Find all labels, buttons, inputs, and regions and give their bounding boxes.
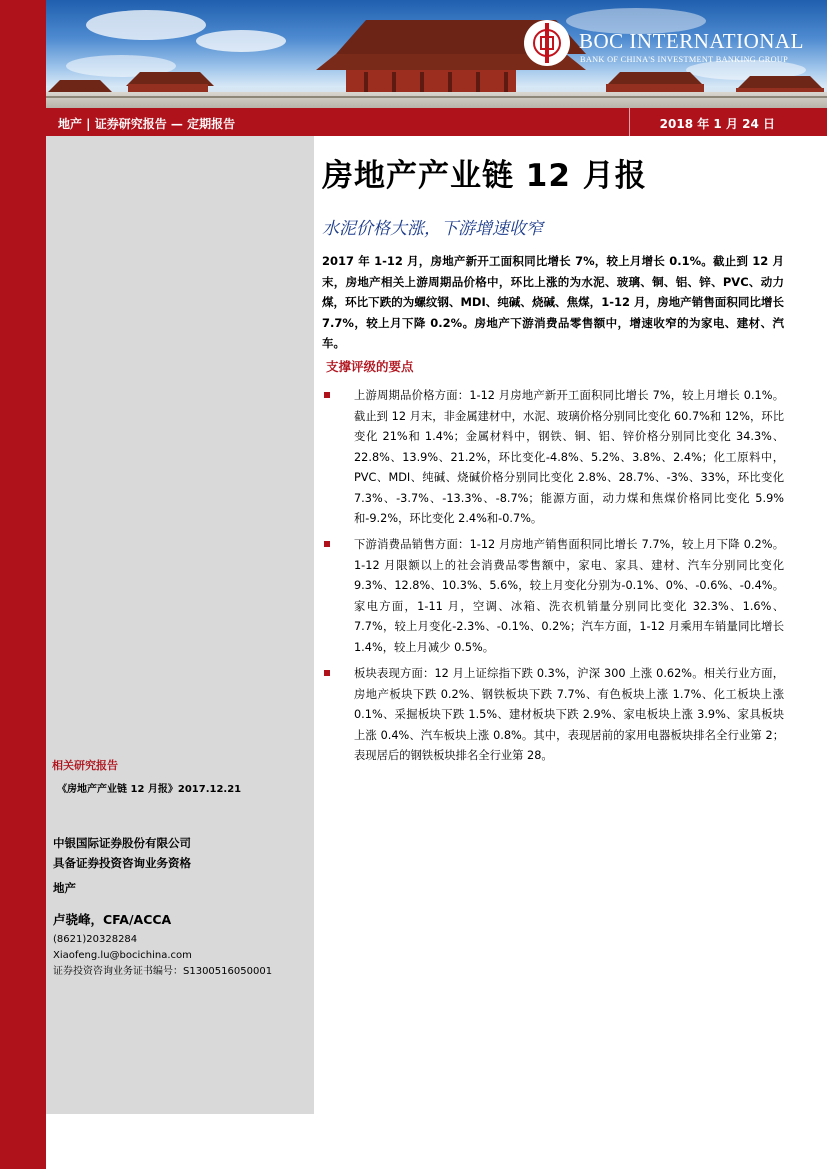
bullet-text: 下游消费品销售方面：1-12 月房地产销售面积同比增长 7.7%，较上月下降 0.2%。1-12 月限额以上的社会消费品零售额中，家电、家具、建材、汽车分别同比变化 9.3%、12.8%、10.3%、5.6%，较上月变化分别为-0.1%、0%、-0.6%、-0.4%。家电方面，1-11 月，空调、冰箱、洗衣机销量分别同比变化 32.3%、1.6%、7.7%，较上月变化-2.3%、-0.1%、0.2%；汽车方面，1-12 月乘用车销量同比增长 1.4%，较上月减少 0.5%。 (354, 538, 784, 654)
related-report-item[interactable]: 《房地产产业链 12 月报》2017.12.21 (57, 784, 242, 795)
header-banner-image (46, 0, 827, 108)
company-info (53, 833, 191, 873)
report-date: 2018 年 1 月 24 日 (659, 117, 775, 131)
list-item (322, 664, 784, 767)
report-title: 房地产产业链 12 月报 (322, 158, 647, 194)
analyst-phone: (8621)20328284 (53, 934, 138, 945)
category-divider (629, 108, 630, 136)
report-category: 地产 | 证券研究报告 — 定期报告 (58, 117, 236, 131)
bullet-square-icon (324, 670, 330, 676)
brand-name: BOC INTERNATIONAL (579, 29, 804, 53)
bullet-text: 上游周期品价格方面：1-12 月房地产新开工面积同比增长 7%，较上月增长 0.1%。截止到 12 月末，非金属建材中，水泥、玻璃价格分别同比变化 60.7%和 12%，环比变化 21%和 1.4%；金属材料中，钢铁、铜、铝、锌价格分别同比变化 34.3%、22.8%、13.9%、21.2%，环比变化-4.8%、5.2%、3.8%、2.4%；化工原料中，PVC、MDI、纯碱、烧碱价格分别同比变化 2.8%、28.7%、-3%、33%，环比变化 7.3%、-3.7%、-13.3%、-8.7%；能源方面，动力煤和焦煤价格同比变化 5.9%和-9.2%，环比变化 2.4%和-0.7%。 (354, 389, 784, 525)
company-qualification: 具备证券投资咨询业务资格 (53, 856, 191, 870)
analyst-contact (53, 932, 272, 980)
analyst-name: 卢骁峰，CFA/ACCA (53, 912, 172, 927)
company-name: 中银国际证券股份有限公司 (53, 836, 191, 850)
bullet-text: 板块表现方面：12 月上证综指下跌 0.3%，沪深 300 上涨 0.62%。相关行业方面，房地产板块下跌 0.2%、钢铁板块下跌 7.7%、有色板块上涨 1.7%、化工板块上涨 0.1%、采掘板块下跌 1.5%、建材板块下跌 2.9%、家电板块上涨 3.9%、家具板块上涨 0.4%、汽车板块上涨 0.8%。其中，表现居前的家用电器板块排名全行业第 2；表现居后的钢铁板块排名全行业第 28。 (354, 667, 784, 762)
boc-logo (524, 20, 824, 70)
related-reports-title: 相关研究报告 (52, 759, 118, 772)
analyst-license: 证券投资咨询业务证书编号：S1300516050001 (53, 966, 273, 977)
report-subtitle: 水泥价格大涨，下游增速收窄 (322, 219, 543, 239)
report-summary: 2017 年 1-12 月，房地产新开工面积同比增长 7%，较上月增长 0.1%。截止到 12 月末，房地产相关上游周期品价格中，环比上涨的为水泥、玻璃、铜、铝、锌、PVC、动力煤，环比下跌的为螺纹钢、MDI、纯碱、烧碱、焦煤，1-12 月，房地产销售面积同比增长 7.7%，较上月下降 0.2%。房地产下游消费品零售额中，增速收窄的为家电、建材、汽车。 (322, 254, 784, 350)
bullet-square-icon (324, 541, 330, 547)
analyst-email[interactable]: Xiaofeng.lu@bocichina.com (53, 950, 192, 961)
brand-tagline: BANK OF CHINA'S INVESTMENT BANKING GROUP (580, 55, 789, 64)
bullet-square-icon (324, 392, 330, 398)
sector-label: 地产 (53, 881, 76, 895)
boc-emblem-icon (524, 20, 570, 66)
list-item (322, 386, 784, 530)
category-bar (46, 108, 827, 136)
left-red-bar (0, 0, 46, 1169)
list-item (322, 535, 784, 658)
section-title: 支撑评级的要点 (326, 359, 414, 374)
